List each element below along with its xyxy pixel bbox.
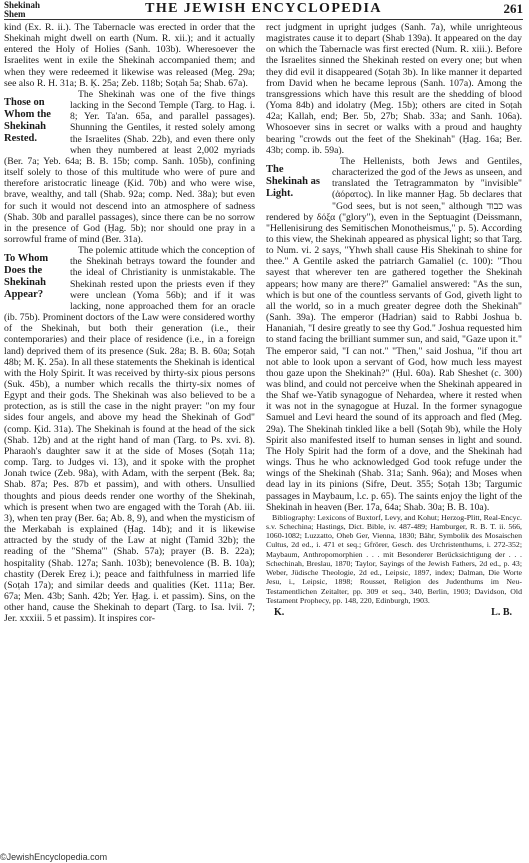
paragraph: The Hellenists, both Jews and Gentiles, characterized the god of the Jews as unseen, and translated the Tetragrammaton by "invisible" (ἀόρατος). In like manner Ḥag. 5b declares that "God sees, but is not seen," although כבוד was rendered by δόξα ("glory"), even in the Septuagint (Deissmann, "Hellenisirung des Semitischen Monotheismus," p. 5). According to this view, the Shekinah appeared as physical light; so that Targ. to Num. vi. 2 says, "Yhwh shall cause His Shekinah to shine for thee." A Gentile asked the patriarch Gamaliel (c. 100): "Thou sayest that wherever ten are gathered together the Shekinah appears; how many are there?" Gamaliel answered: "As the sun, which is but one of the countless servants of God, giveth light to all the world, so in a much greater degree doth the Shekinah" (Sanh. 39a). The emperor (Hadrian) said to Rabbi Joshua b. Hananiah, "I desire greatly to see thy God." Joshua requested him to stand facing the brilliant summer sun, and said, "Gaze upon it." The emperor said, "I can not." "Then," said Joshua, "if thou art not able to look upon a servant of God, how much less mayest thou gaze upon the Shekinah?" (Ḥul. 60a). Rab Sheshet (c. 300) was blind, and could not perceive when the Shekinah appeared in the Shaf we-Yatib synagogue of Nehardea, where it rested when it was not in the synagogue at Huzal. In the former synagogue Samuel and Levi heard the sound of its approach and fled (Meg. 29a). The Shekinah tinkled like a bell (Soṭah 9b), while the Holy Spirit also manifested itself to human senses in light and sound. The Holy Spirit had the form of a dove, and the Shekinah had wings. Thus he who acknowledged God took refuge under the wings of the Shekinah (Shab. 31a; Sanh. 96a); and Moses when dead lay in its pinions (Sifre, Deut. 355; Soṭah 13b; Targumic passages in Maybaum, l.c. p. 65). The saints enjoy the light of the Shekinah in heaven (Ber. 17a, 64a; Shab. 30a; B. B. 10a).: [266, 155, 522, 513]
page-title: THE JEWISH ENCYCLOPEDIA: [145, 1, 382, 16]
running-head-word-2: Shem: [4, 9, 26, 19]
page-header: [4, 0, 523, 18]
bibliography: Bibliography: Lexicons of Buxtorf, Levy, and Kohut; Herzog-Plitt, Real-Encyc. s.v. Schechina; Hastings, Dict. Bible, iv. 487-489; Hamburger, R. B. T. ii. 566, 1060-1082; Luzzatto, Oheb Ger, Vienna, 1830; Bähr, Symbolik des Mosaischen Cultus, 2d ed., i. 471 et seq.; Gfrörer, Gesch. des Urchristenthums, i. 272-352; Maybaum, Anthropomorphien . . . mit Besonderer Berücksichtigung der . . . Schechinah, Breslau, 1870; Taylor, Sayings of the Jewish Fathers, 2d ed., p. 43; Weber, Jüdische Theologie, 2d ed., Leipsic, 1897, index; Dalman, Die Worte Jesu, i., Leipsic, 1898; Rousset, Religion des Judenthums im Neu-Testamentlichen Zeitalter, pp. 309 et seq., 340, Berlin, 1903; Davidson, Old Testament Prophecy, pp. 148, 220, Edinburgh, 1903.: [266, 512, 522, 605]
left-column: [4, 22, 255, 624]
paragraph: The polemic attitude which the conception of the Shekinah betrays toward the founder and the ideal of Christianity is unmistakable. The Shekinah rested upon the priests even if they were unclean (Yoma 56b); and if it was lacking, none approached them for an oracle (ib. 75b). Prominent doctors of the Law were considered worthy of the Shekinah, but both their generation (i.e., their contemporaries) and their place of residence (i.e., in a foreign land) deprived them of its presence (Suk. 28a; B. B. 60a; Soṭah 48b; M. Ḳ. 25a). In all these statements the Shekinah is identical with the Holy Spirit. It was received by thirty-six pious persons (Suk. 45b), a number which recalls the thirty-six nomes of Egypt and their gods. The Shekinah was also believed to be a protection, as is still the case in the night prayer: "on my four sides four angels, and above my head the Shekinah of God" (comp. Ḳid. 31a). The Shekinah is found at the head of the sick (Shab. 12b) and at the right hand of man (Targ. to Ps. xvi. 8). Pharaoh's daughter saw it at the side of Moses (Soṭah 11a; comp. Targ. to Judges vi. 13), and it spoke with the prophet Jonah twice (Zeb. 98a), with Adam, with the serpent (Bek. 8a; Shab. 87a; Pes. 87b et passim), and with others. Unsullied thoughts and pious deeds render one worthy of the Shekinah, which is present when two are engaged with the Torah (Ab. iii. 3), when ten pray (Ber. 6a; Ab. 8, 9), and when the mysticism of the Merkabah is explained (Ḥag. 14b); and it is likewise attracted by the study of the Law at night (Tamid 32b); the reading of the "Shema'" (Shab. 57a); prayer (B. B. 22a); hospitality (Shab. 127a; Sanh. 103b); benevolence (B. B. 10a); chastity (Derek Ereẓ i.); peace and faithfulness in married life (Soṭah 17a); and similar deeds and qualities (Ket. 111a; Ber. 67a; Men. 43b; Sanh. 42b; Yer. Ḥag. i. et passim). Sins, on the other hand, cause the Shekinah to depart (Targ. to Isa. lvii. 7; Jer. xxxiii. 5 et passim). It inspires cor-: [4, 245, 255, 625]
paragraph: rect judgment in upright judges (Sanh. 7a), while unrighteous magistrates cause it to depart (Shab 139a). It appeared on the day on which the Tabernacle was first erected (Num. R. xiii.). Before the Israelites sinned the Shekinah rested on every one; but when they did evil it disappeared (Soṭah 3b). In like manner it departed from David when he became leprous (Sanh. 107a). Among the transgressions which have this result are the shedding of blood (Yoma 84b) and idolatry (Meg. 15b); others are cited in Soṭah 42a; Kallah, end; Ber. 5b, 27b; Shab. 33a; and Sanh. 106a). Whosoever sins in secret or walks with a proud and haughty bearing "crowds out the feet of the Shekinah" (Ḥag. 16a; Ber. 43b; comp. ib. 59a).: [266, 22, 522, 156]
paragraph: kind (Ex. R. ii.). The Tabernacle was erected in order that the Shekinah might dwell on earth (Num. R. xii.); and it actually entered the Holy of Holies (Sanh. 103b). Wheresoever the Israelites went in exile the Shekinah accompanied them; and when they were redeemed it likewise was released (Meg. 29a; see also R. H. 31a; B. Ḳ. 25a; Zeb. 118b; Soṭah 5a; Shab. 67a).: [4, 22, 255, 89]
sidenote-those-on-whom: Those on Whom the Shekinah Rested.: [4, 96, 51, 144]
sidenote-as-light: The Shekinah as Light.: [266, 163, 320, 199]
sidenote-to-whom: To Whom Does the Shekinah Appear?: [4, 253, 49, 301]
paragraph: The Shekinah was one of the five things lacking in the Second Temple (Targ. to Hag. i. 8; Yer. Ta'an. 65a, and parallel passages). Shunning the Gentiles, it rested solely among the Israelites (Shab. 22b), and even there only when they numbered at least 2,002 myriads (Ber. 7a; Yeb. 64a; B. B. 15b; comp. Sanh. 105b), confining itself solely to those of this multitude who were of pure and therefore aristocratic lineage (Ḳid. 70b) and who were wise, brave, wealthy, and tall (Shab. 92a; comp. Ned. 38a); but even for such it would not descend into an atmosphere of sadness (Shab. 30b and parallel passages), since there can be no sorrow in the presence of God (Ḥag. 5b); nor should one pray in a sorrowful frame of mind (Ber. 31a).: [4, 88, 255, 245]
running-head-word-1: Shekinah: [4, 0, 41, 10]
signature: [266, 607, 522, 619]
signature-right: L. B.: [491, 606, 512, 618]
signature-left: K.: [274, 606, 285, 618]
header-rule: [4, 19, 523, 20]
page-number: 261: [503, 1, 523, 16]
footer-credit[interactable]: ©JewishEncyclopedia.com: [0, 852, 108, 862]
right-column: [266, 22, 522, 619]
